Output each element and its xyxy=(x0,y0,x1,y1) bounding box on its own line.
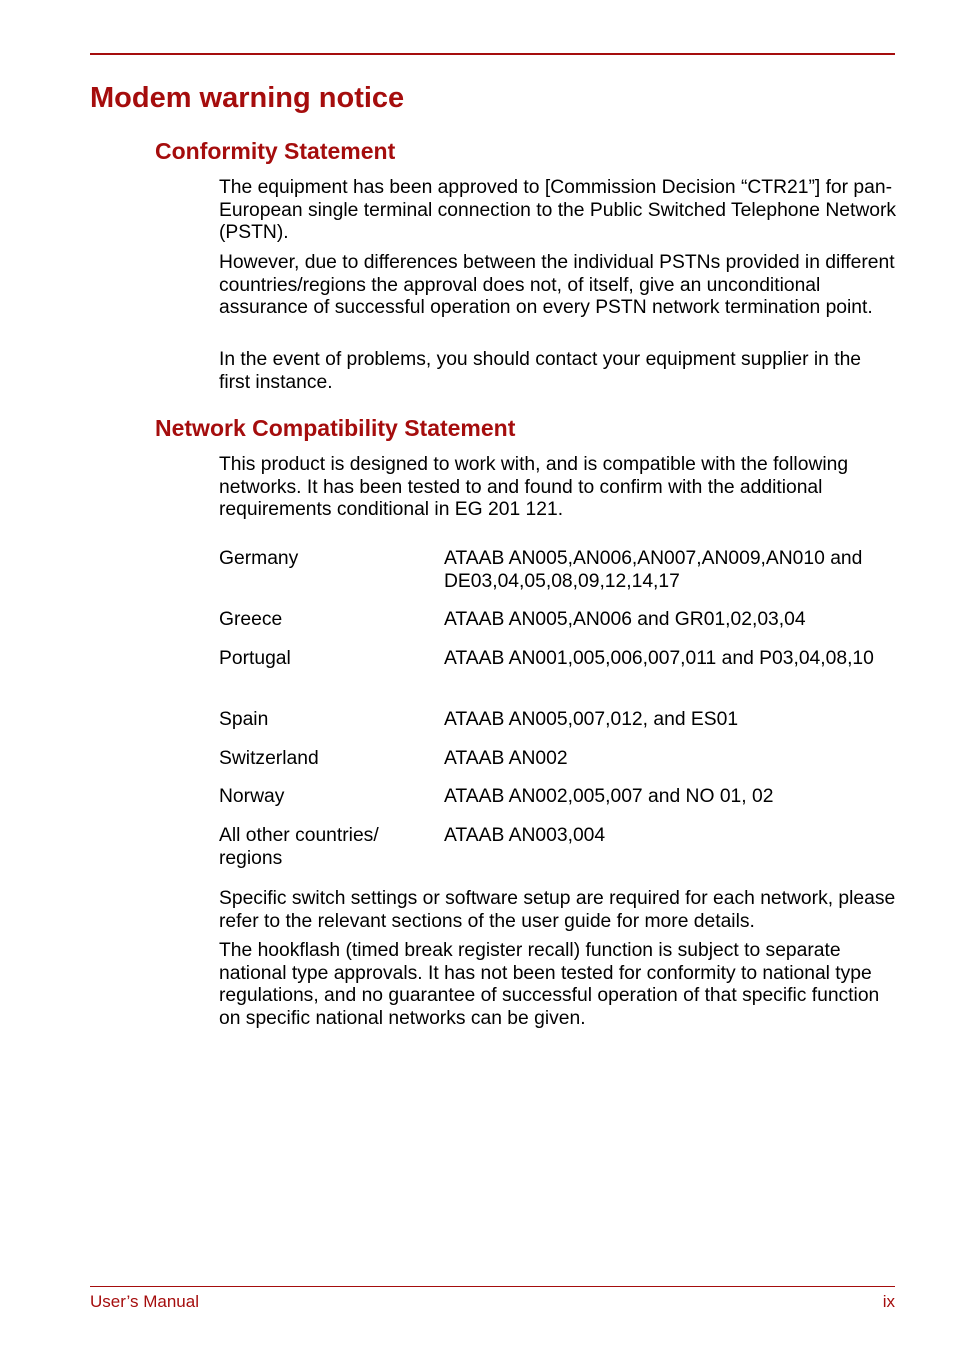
footer-rule xyxy=(90,1286,895,1287)
country-cell: Spain xyxy=(219,709,269,730)
network-paragraph-1: Specific switch settings or software setup are required for each network, please refer to the relevant sections of the user guide for more details. xyxy=(219,888,896,932)
header-rule xyxy=(90,53,895,55)
requirement-cell: ATAAB AN002 xyxy=(444,748,568,769)
page-number: ix xyxy=(882,1292,895,1311)
country-cell: Greece xyxy=(219,609,283,630)
requirement-cell: ATAAB AN005,AN006 and GR01,02,03,04 xyxy=(444,609,806,630)
country-cell: Germany xyxy=(219,548,299,569)
requirement-cell: ATAAB AN001,005,006,007,011 and P03,04,08,10 xyxy=(444,648,874,669)
country-cell: Switzerland xyxy=(219,748,319,769)
conformity-paragraph-2: However, due to differences between the individual PSTNs provided in different countries/regions the approval does not, of itself, give an unconditional assurance of successful operation on every PSTN network termination point. xyxy=(219,252,895,319)
requirement-cell: ATAAB AN005,007,012, and ES01 xyxy=(444,709,739,730)
requirement-cell: ATAAB AN003,004 xyxy=(444,825,606,846)
conformity-heading: Conformity Statement xyxy=(155,138,396,164)
country-cell: Portugal xyxy=(219,648,291,669)
country-cell: All other countries/ regions xyxy=(219,825,379,869)
requirement-cell: ATAAB AN005,AN006,AN007,AN009,AN010 and DE03,04,05,08,09,12,14,17 xyxy=(444,548,863,592)
country-cell: Norway xyxy=(219,786,285,807)
conformity-paragraph-3: In the event of problems, you should contact your equipment supplier in the first instance. xyxy=(219,349,862,393)
footer-manual-label: User’s Manual xyxy=(90,1292,199,1311)
page-title: Modem warning notice xyxy=(90,82,405,114)
network-heading: Network Compatibility Statement xyxy=(155,415,516,441)
conformity-paragraph-1: The equipment has been approved to [Commission Decision “CTR21”] for pan- European single terminal connection to the Public Switched Telephone Network (PSTN). xyxy=(219,177,897,244)
requirement-cell: ATAAB AN002,005,007 and NO 01, 02 xyxy=(444,786,774,807)
network-paragraph-2: The hookflash (timed break register recall) function is subject to separate national type approvals. It has not been tested for conformity to national type regulations, and no guarantee of successful operation of that specific function on specific national networks can be given. xyxy=(219,940,880,1029)
network-intro: This product is designed to work with, and is compatible with the following networks. It has been tested to and found to confirm with the additional requirements conditional in EG 201 121. xyxy=(219,454,849,521)
